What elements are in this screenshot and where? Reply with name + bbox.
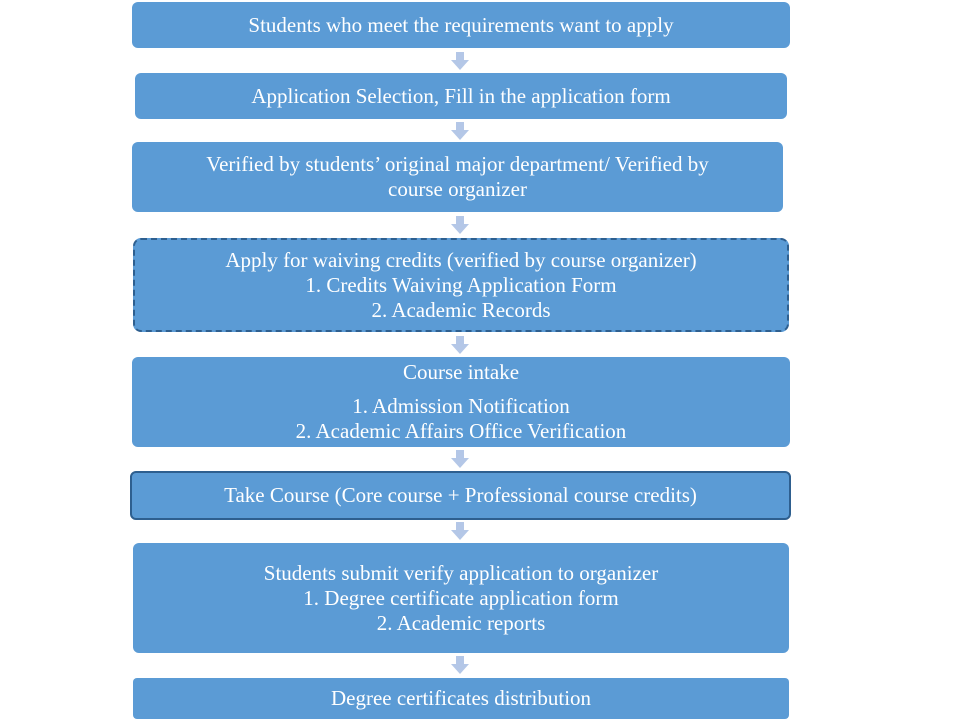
step-5-box xyxy=(132,357,790,447)
down-arrow-icon xyxy=(451,656,469,674)
step-4-line-1: Apply for waiving credits (verified by course organizer) xyxy=(225,247,697,272)
step-7-box xyxy=(133,543,789,653)
step-1-box xyxy=(132,2,790,48)
down-arrow-icon xyxy=(451,336,469,354)
down-arrow-icon xyxy=(451,52,469,70)
step-2-box xyxy=(135,73,787,119)
step-3-line-2: course organizer xyxy=(388,177,527,201)
step-8-text: Degree certificates distribution xyxy=(330,686,592,710)
step-5-line-2: 1. Admission Notification xyxy=(352,394,570,418)
step-4-box xyxy=(133,238,789,332)
down-arrow-icon xyxy=(451,450,469,468)
down-arrow-icon xyxy=(451,122,469,140)
step-3-box xyxy=(132,142,783,212)
step-2-text: Application Selection, Fill in the application form xyxy=(251,83,671,108)
step-5-line-3: 2. Academic Affairs Office Verification xyxy=(295,419,627,443)
step-3-line-1: Verified by students’ original major department/ Verified by xyxy=(206,152,709,176)
step-8-box xyxy=(133,678,789,719)
down-arrow-icon xyxy=(451,522,469,540)
step-1-text: Students who meet the requirements want to apply xyxy=(248,12,674,37)
step-4-line-3: 2. Academic Records xyxy=(371,297,551,322)
step-5-line-1: Course intake xyxy=(402,360,520,384)
step-7-line-2: 1. Degree certificate application form xyxy=(303,585,619,610)
step-7-line-1: Students submit verify application to organizer xyxy=(263,560,659,585)
step-6-box xyxy=(130,471,791,520)
step-4-line-2: 1. Credits Waiving Application Form xyxy=(305,272,617,297)
down-arrow-icon xyxy=(451,216,469,234)
step-6-text: Take Course (Core course + Professional course credits) xyxy=(224,483,697,507)
step-7-line-3: 2. Academic reports xyxy=(376,610,546,635)
